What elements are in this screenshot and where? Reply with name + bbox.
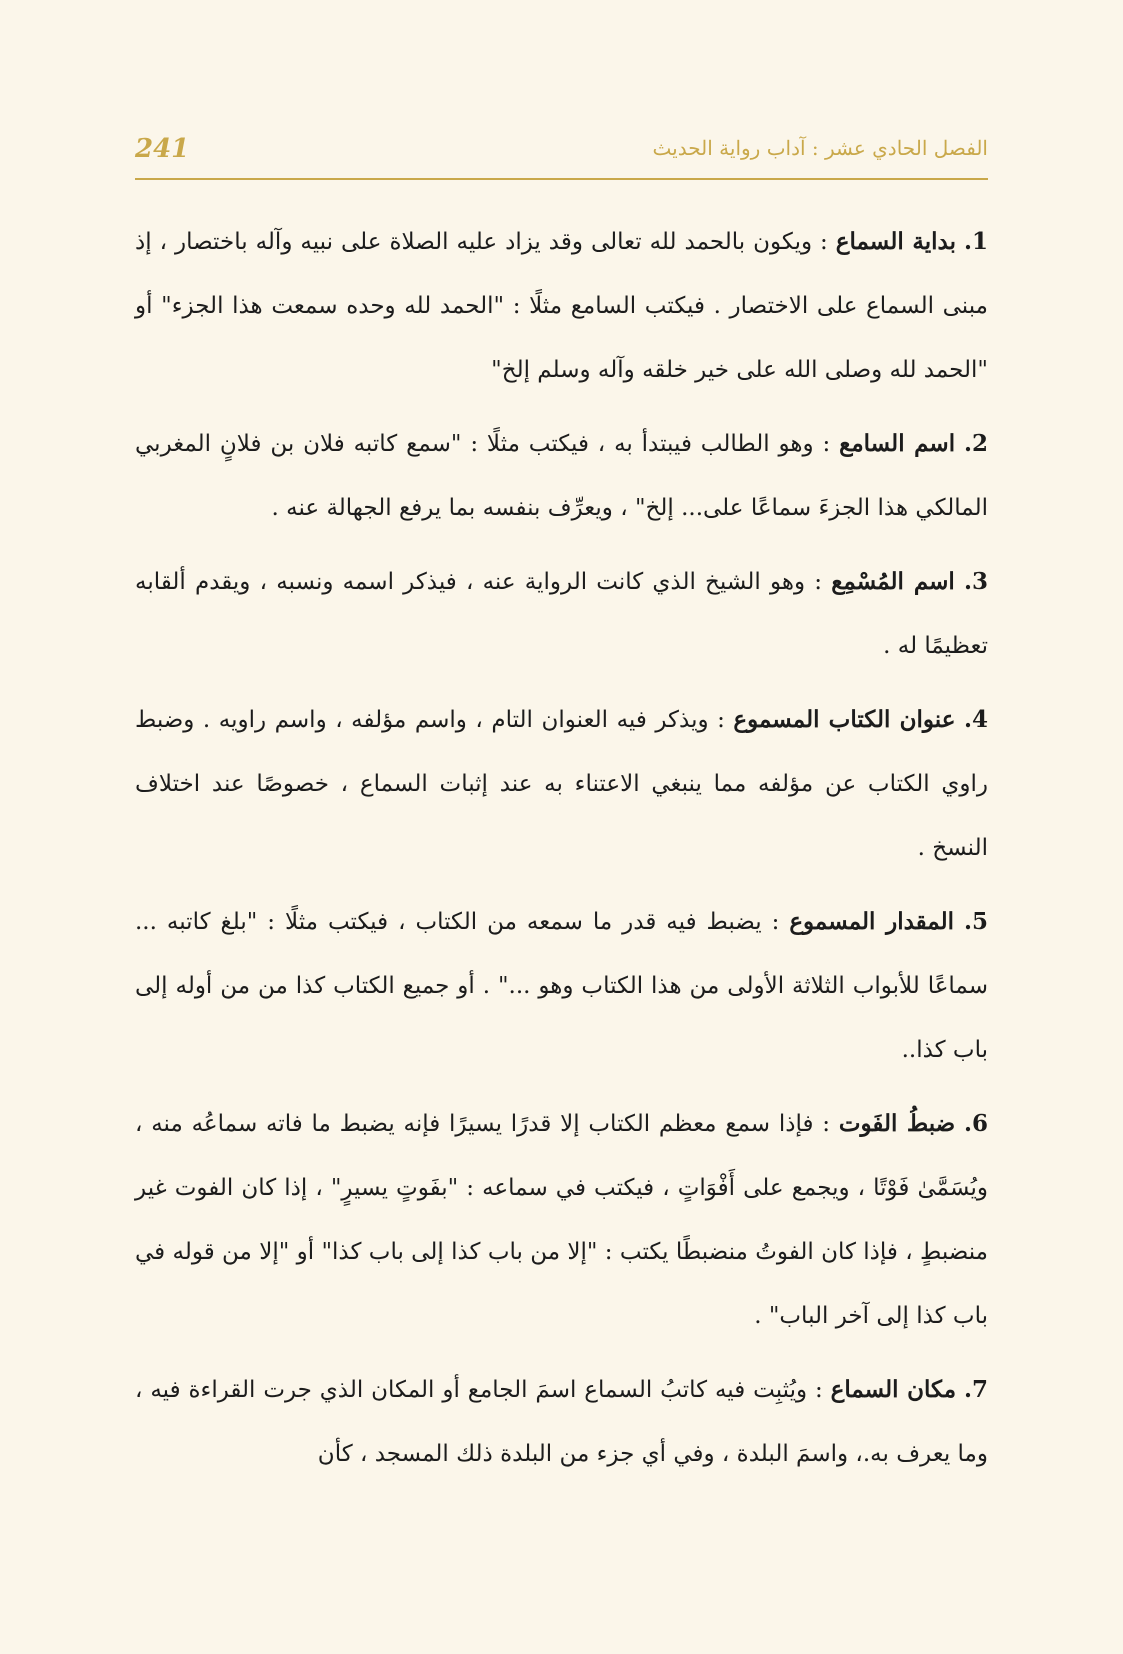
item-text: : ويكون بالحمد لله تعالى وقد يزاد عليه الصلاة على نبيه وآله باختصار ، إذ مبنى السماع على الاختصار . فيكتب السامع مثلًا : "الحمد لله وحده سمعت هذا الجزء" أو "الحمد لله وصلى الله على خير خلقه وآله وسلم إلخ" [135, 229, 988, 383]
item-text: : فإذا سمع معظم الكتاب إلا قدرًا يسيرًا فإنه يضبط ما فاته سماعُه منه ، ويُسَمَّىٰ فَوْتًا ، ويجمع على أَفْوَاتٍ ، فيكتب في سماعه : "بفَوتٍ يسيرٍ" ، إذا كان الفوت غير منضبطٍ ، فإذا كان الفوتُ منضبطًا يكتب : "إلا من باب كذا إلى باب كذا" أو "إلا من قوله في باب كذا إلى آخر الباب" . [135, 1111, 988, 1329]
item-term: المقدار المسموع [789, 908, 955, 935]
page-header [135, 128, 988, 180]
item-term: اسم المُسْمِع [831, 568, 955, 595]
list-item [135, 1092, 988, 1348]
item-number: 3. [963, 568, 989, 595]
item-term: مكان السماع [830, 1376, 957, 1403]
item-term: عنوان الكتاب المسموع [733, 706, 956, 733]
item-number: 4. [963, 706, 988, 733]
item-text: : ويُثبِت فيه كاتبُ السماع اسمَ الجامع أو المكان الذي جرت القراءة فيه ، وما يعرف به.، واسمَ البلدة ، وفي أي جزء من البلدة ذلك المسجد ، كأن [135, 1377, 988, 1467]
item-text: : يضبط فيه قدر ما سمعه من الكتاب ، فيكتب مثلًا : "بلغ كاتبه ... سماعًا للأبواب الثلاثة الأولى من هذا الكتاب وهو ..." . أو جميع الكتاب كذا من من أوله إلى باب كذا.. [135, 909, 988, 1063]
list-item [135, 890, 988, 1082]
item-text: : وهو الطالب فيبتدأ به ، فيكتب مثلًا : "سمع كاتبه فلان بن فلانٍ المغربي المالكي هذا الجزءَ سماعًا على... إلخ" ، ويعرِّف بنفسه بما يرفع الجهالة عنه . [135, 431, 988, 521]
list-item [135, 210, 988, 402]
item-term: اسم السامع [839, 430, 956, 457]
item-text: : وهو الشيخ الذي كانت الرواية عنه ، فيذكر اسمه ونسبه ، ويقدم ألقابه تعظيمًا له . [135, 569, 988, 659]
item-number: 5. [963, 908, 989, 935]
item-number: 7. [963, 1376, 988, 1403]
item-term: ضبطُ الفَوت [838, 1110, 956, 1137]
item-term: بداية السماع [835, 228, 956, 255]
list-item [135, 688, 988, 880]
page-body [135, 210, 988, 1496]
list-item [135, 1358, 988, 1486]
list-item [135, 550, 988, 678]
item-number: 2. [963, 430, 988, 457]
running-title: الفصل الحادي عشر : آداب رواية الحديث [652, 136, 988, 160]
item-number: 6. [963, 1110, 988, 1137]
item-text: : ويذكر فيه العنوان التام ، واسم مؤلفه ، واسم راويه . وضبط راوي الكتاب عن مؤلفه مما ينبغي الاعتناء به عند إثبات السماع ، خصوصًا عند اختلاف النسخ . [135, 707, 988, 861]
page-number: 241 [135, 134, 190, 164]
list-item [135, 412, 988, 540]
item-number: 1. [963, 228, 988, 255]
